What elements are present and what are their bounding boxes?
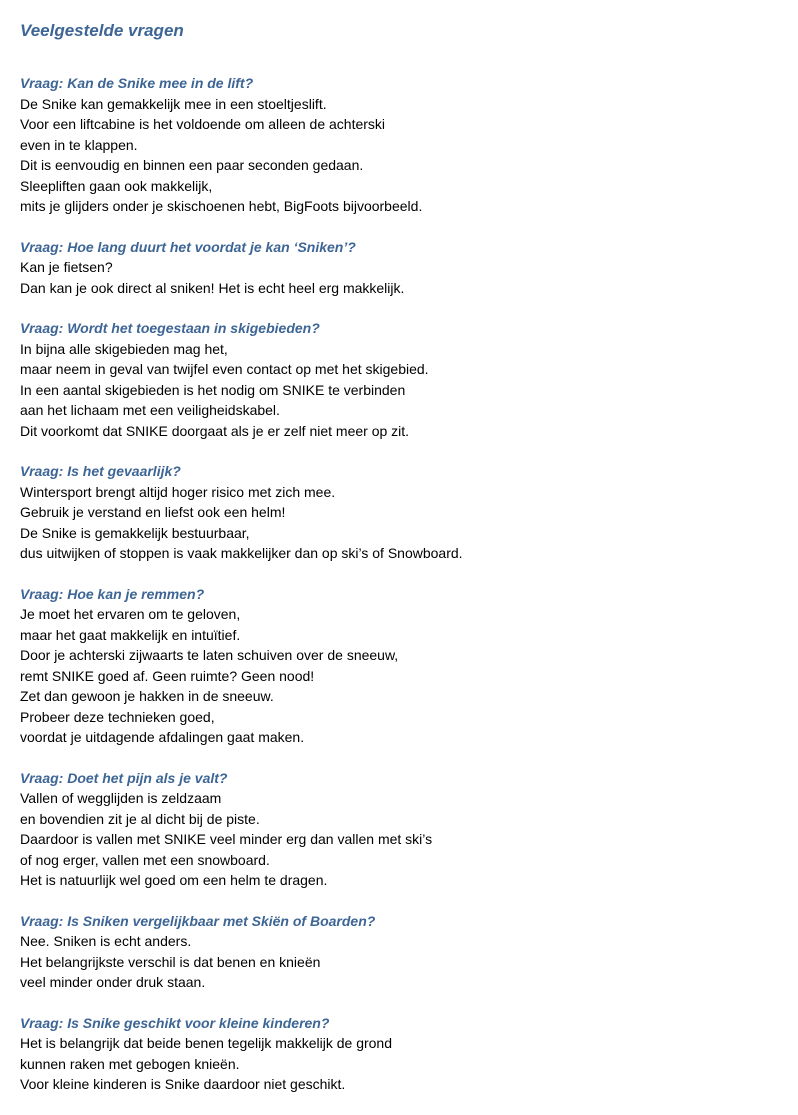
- faq-question: Vraag: Wordt het toegestaan in skigebieden?: [20, 320, 320, 336]
- faq-answer: [20, 94, 790, 217]
- faq-answer-line: Voor een liftcabine is het voldoende om alleen de achterski: [20, 116, 386, 132]
- faq-question: Vraag: Is Sniken vergelijkbaar met Skiën of Boarden?: [20, 912, 376, 929]
- faq-answer-line: voordat je uitdagende afdalingen gaat maken.: [20, 729, 305, 745]
- faq-question: Vraag: Hoe lang duurt het voordat je kan ‘Sniken’?: [20, 238, 356, 255]
- faq-answer-line: Voor kleine kinderen is Snike daardoor niet geschikt.: [20, 1076, 346, 1092]
- faq-answer-line: mits je glijders onder je skischoenen hebt, BigFoots bijvoorbeeld.: [20, 198, 423, 214]
- faq-answer: [20, 931, 790, 993]
- faq-question: Vraag: Is Snike geschikt voor kleine kinderen?: [20, 1014, 330, 1031]
- faq-item: [20, 584, 790, 748]
- faq-item: [20, 237, 790, 299]
- faq-answer-line: Het is natuurlijk wel goed om een helm te dragen.: [20, 872, 328, 888]
- faq-answer-line: Gebruik je verstand en liefst ook een helm!: [20, 504, 286, 520]
- faq-answer-line: Wintersport brengt altijd hoger risico met zich mee.: [20, 483, 336, 500]
- faq-answer-line: dus uitwijken of stoppen is vaak makkelijker dan op ski’s of Snowboard.: [20, 545, 463, 561]
- faq-item: [20, 911, 790, 993]
- faq-answer-line: Het is belangrijk dat beide benen tegelijk makkelijk de grond: [20, 1035, 392, 1051]
- faq-answer-line: maar neem in geval van twijfel even contact op met het skigebied.: [20, 361, 429, 377]
- faq-answer-line: Door je achterski zijwaarts te laten schuiven over de sneeuw,: [20, 647, 399, 663]
- faq-answer-line: Dit voorkomt dat SNIKE doorgaat als je er zelf niet meer op zit.: [20, 422, 410, 439]
- faq-answer: [20, 604, 790, 748]
- faq-answer-line: maar het gaat makkelijk en intuïtief.: [20, 626, 241, 643]
- faq-answer: [20, 1033, 790, 1095]
- faq-answer-line: Daardoor is vallen met SNIKE veel minder erg dan vallen met ski’s: [20, 831, 433, 847]
- faq-answer: [20, 788, 790, 891]
- faq-answer-line: veel minder onder druk staan.: [20, 974, 206, 990]
- faq-answer-line: De Snike kan gemakkelijk mee in een stoeltjeslift.: [20, 95, 327, 112]
- faq-answer-line: remt SNIKE goed af. Geen ruimte? Geen nood!: [20, 667, 315, 684]
- faq-answer-line: Probeer deze technieken goed,: [20, 708, 215, 725]
- faq-item: [20, 318, 790, 441]
- faq-answer: [20, 339, 790, 442]
- faq-item: [20, 768, 790, 891]
- faq-page: [20, 18, 790, 1115]
- faq-answer-line: Dan kan je ook direct al sniken! Het is echt heel erg makkelijk.: [20, 279, 405, 296]
- faq-answer-line: aan het lichaam met een veiligheidskabel.: [20, 402, 280, 418]
- faq-answer-line: Het belangrijkste verschil is dat benen en knieën: [20, 953, 321, 970]
- faq-answer-line: Sleepliften gaan ook makkelijk,: [20, 177, 213, 194]
- faq-answer-line: Nee. Sniken is echt anders.: [20, 933, 192, 949]
- faq-answer-line: Dit is eenvoudig en binnen een paar seconden gedaan.: [20, 157, 364, 173]
- page-title: Veelgestelde vragen: [20, 21, 184, 40]
- faq-item: [20, 1013, 790, 1095]
- faq-answer-line: In een aantal skigebieden is het nodig om SNIKE te verbinden: [20, 381, 406, 398]
- faq-answer: [20, 257, 790, 298]
- faq-item: [20, 73, 790, 217]
- faq-answer-line: De Snike is gemakkelijk bestuurbaar,: [20, 524, 250, 541]
- faq-question: Vraag: Kan de Snike mee in de lift?: [20, 75, 254, 91]
- faq-answer: [20, 482, 790, 564]
- faq-answer-line: Kan je fietsen?: [20, 259, 113, 275]
- faq-answer-line: Vallen of wegglijden is zeldzaam: [20, 790, 222, 806]
- faq-answer-line: en bovendien zit je al dicht bij de piste.: [20, 810, 260, 827]
- faq-question: Vraag: Doet het pijn als je valt?: [20, 769, 228, 786]
- faq-answer-line: even in te klappen.: [20, 136, 138, 153]
- faq-answer-line: Zet dan gewoon je hakken in de sneeuw.: [20, 688, 274, 704]
- faq-question: Vraag: Hoe kan je remmen?: [20, 585, 205, 602]
- faq-answer-line: Je moet het ervaren om te geloven,: [20, 606, 241, 622]
- faq-question: Vraag: Is het gevaarlijk?: [20, 463, 181, 479]
- faq-answer-line: kunnen raken met gebogen knieën.: [20, 1055, 240, 1072]
- faq-item: [20, 461, 790, 564]
- faq-answer-line: of nog erger, vallen met een snowboard.: [20, 851, 270, 868]
- faq-answer-line: In bijna alle skigebieden mag het,: [20, 340, 228, 357]
- faq-list: [20, 73, 790, 1095]
